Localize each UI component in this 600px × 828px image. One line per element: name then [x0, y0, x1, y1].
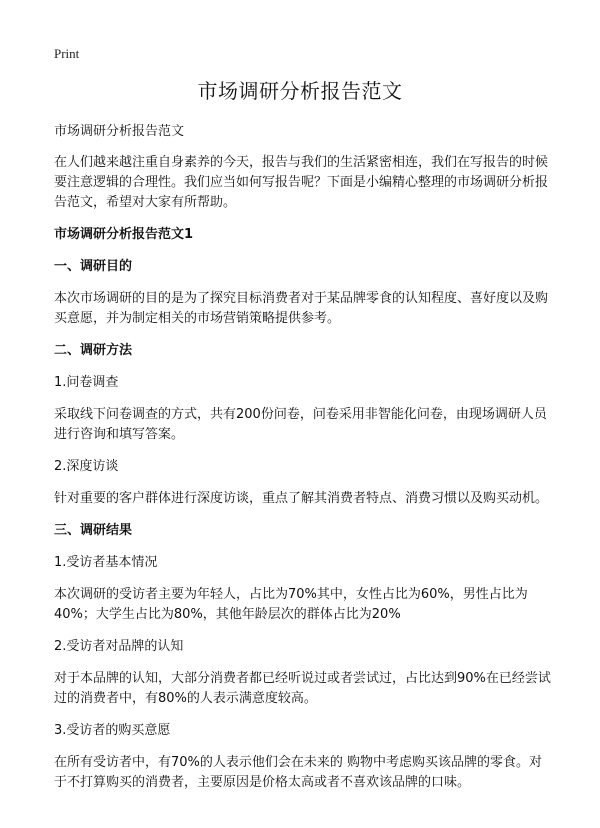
intro-paragraph: 在人们越来越注重自身素养的今天，报告与我们的生活紧密相连，我们在写报告的时候要注意逻辑的合理性。我们应当如何写报告呢？下面是小编精心整理的市场调研分析报告范文，希望对大家有所帮助。 [54, 155, 549, 210]
results-item-2-title: 2.受访者对品牌的认知 [54, 639, 184, 654]
section-heading-results: 三、调研结果 [54, 523, 133, 538]
document-subtitle: 市场调研分析报告范文 [54, 124, 185, 139]
method-item-1-text: 采取线下问卷调查的方式，共有200份问卷，问卷采用非智能化问卷，由现场调研人员进行咨询和填写答案。 [54, 407, 547, 442]
page-title: 市场调研分析报告范文 [197, 79, 403, 103]
results-item-1-text: 本次调研的受访者主要为年轻人，占比为70%其中，女性占比为60%，男性占比为40%；大学生占比为80%，其他年龄层次的群体占比为20% [54, 587, 528, 622]
method-item-2-title: 2.深度访谈 [54, 459, 119, 474]
results-item-1-title: 1.受访者基本情况 [54, 555, 158, 570]
results-item-3-text: 在所有受访者中，有70%的人表示他们会在未来的 购物中考虑购买该品牌的零食。对于不打算购买的消费者，主要原因是价格太高或者不喜欢该品牌的口味。 [54, 755, 543, 790]
method-item-1-title: 1.问卷调查 [54, 375, 119, 390]
sample-heading: 市场调研分析报告范文1 [54, 227, 194, 242]
section-heading-purpose: 一、调研目的 [54, 259, 133, 274]
method-item-2-text: 针对重要的客户群体进行深度访谈，重点了解其消费者特点、消费习惯以及购买动机。 [54, 491, 549, 506]
purpose-paragraph: 本次市场调研的目的是为了探究目标消费者对于某品牌零食的认知程度、喜好度以及购买意愿，并为制定相关的市场营销策略提供参考。 [54, 291, 549, 326]
print-link[interactable]: Print [54, 46, 80, 61]
section-heading-method: 二、调研方法 [54, 343, 133, 358]
results-item-2-text: 对于本品牌的认知，大部分消费者都已经听说过或者尝试过，占比达到90%在已经尝试过的消费者中，有80%的人表示满意度较高。 [54, 671, 551, 706]
document-body [54, 122, 554, 805]
results-item-3-title: 3.受访者的购买意愿 [54, 723, 171, 738]
